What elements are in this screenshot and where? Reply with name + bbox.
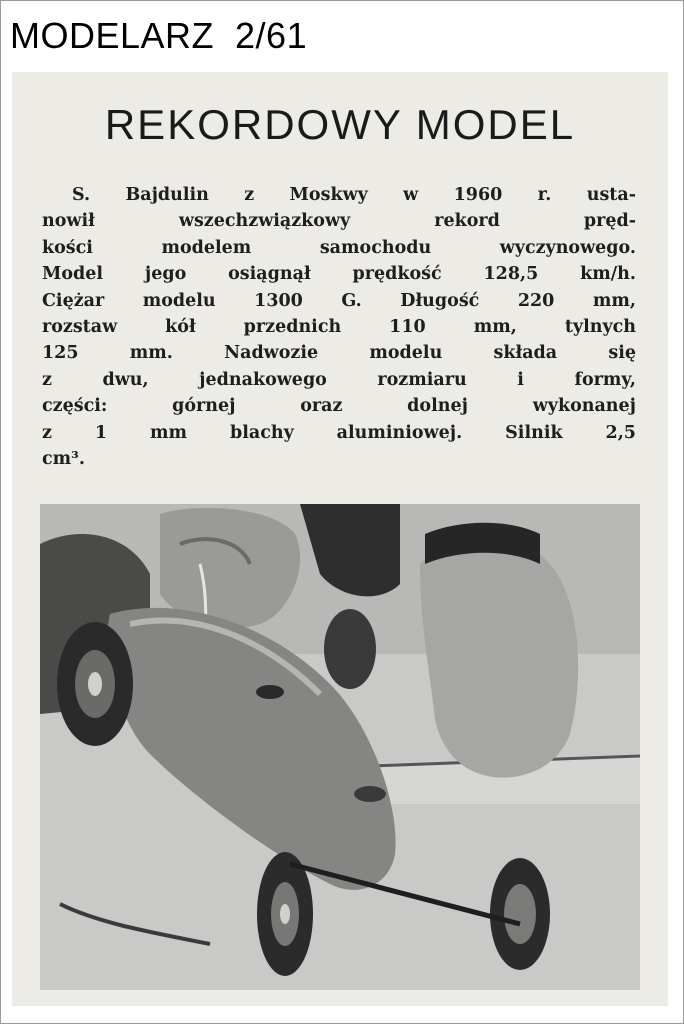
article-line: Ciężar modelu 1300 G. Długość 220 mm,	[42, 290, 636, 311]
car-air-intake	[256, 685, 284, 699]
article-line: części: górnej oraz dolnej wykonanej	[42, 396, 636, 417]
article-line: z 1 mm blachy aluminiowej. Silnik 2,5	[42, 422, 636, 443]
article-line: S. Bajdulin z Moskwy w 1960 r. usta-	[72, 185, 636, 205]
article-line: kości modelem samochodu wyczynowego.	[42, 237, 636, 258]
article-line: nowił wszechzwiązkowy rekord pręd-	[42, 211, 636, 232]
article-line: cm³.	[42, 449, 85, 470]
article-clipping	[12, 72, 668, 1006]
article-line: z dwu, jednakowego rozmiaru i formy,	[42, 369, 636, 390]
car-nose-hole	[354, 786, 386, 802]
article-headline: REKORDOWY MODEL	[104, 101, 576, 148]
article-line: 125 mm. Nadwozie modelu składa się	[42, 343, 636, 364]
article-body	[42, 182, 636, 472]
article-line: Model jego osiągnął prędkość 128,5 km/h.	[42, 264, 636, 285]
right-hand	[420, 536, 578, 778]
model-car-photo	[40, 504, 640, 990]
article-line: rozstaw kół przednich 110 mm, tylnych	[42, 317, 636, 338]
front-wheel-right	[324, 609, 376, 689]
magazine-issue-label: MODELARZ 2/61	[10, 15, 308, 56]
